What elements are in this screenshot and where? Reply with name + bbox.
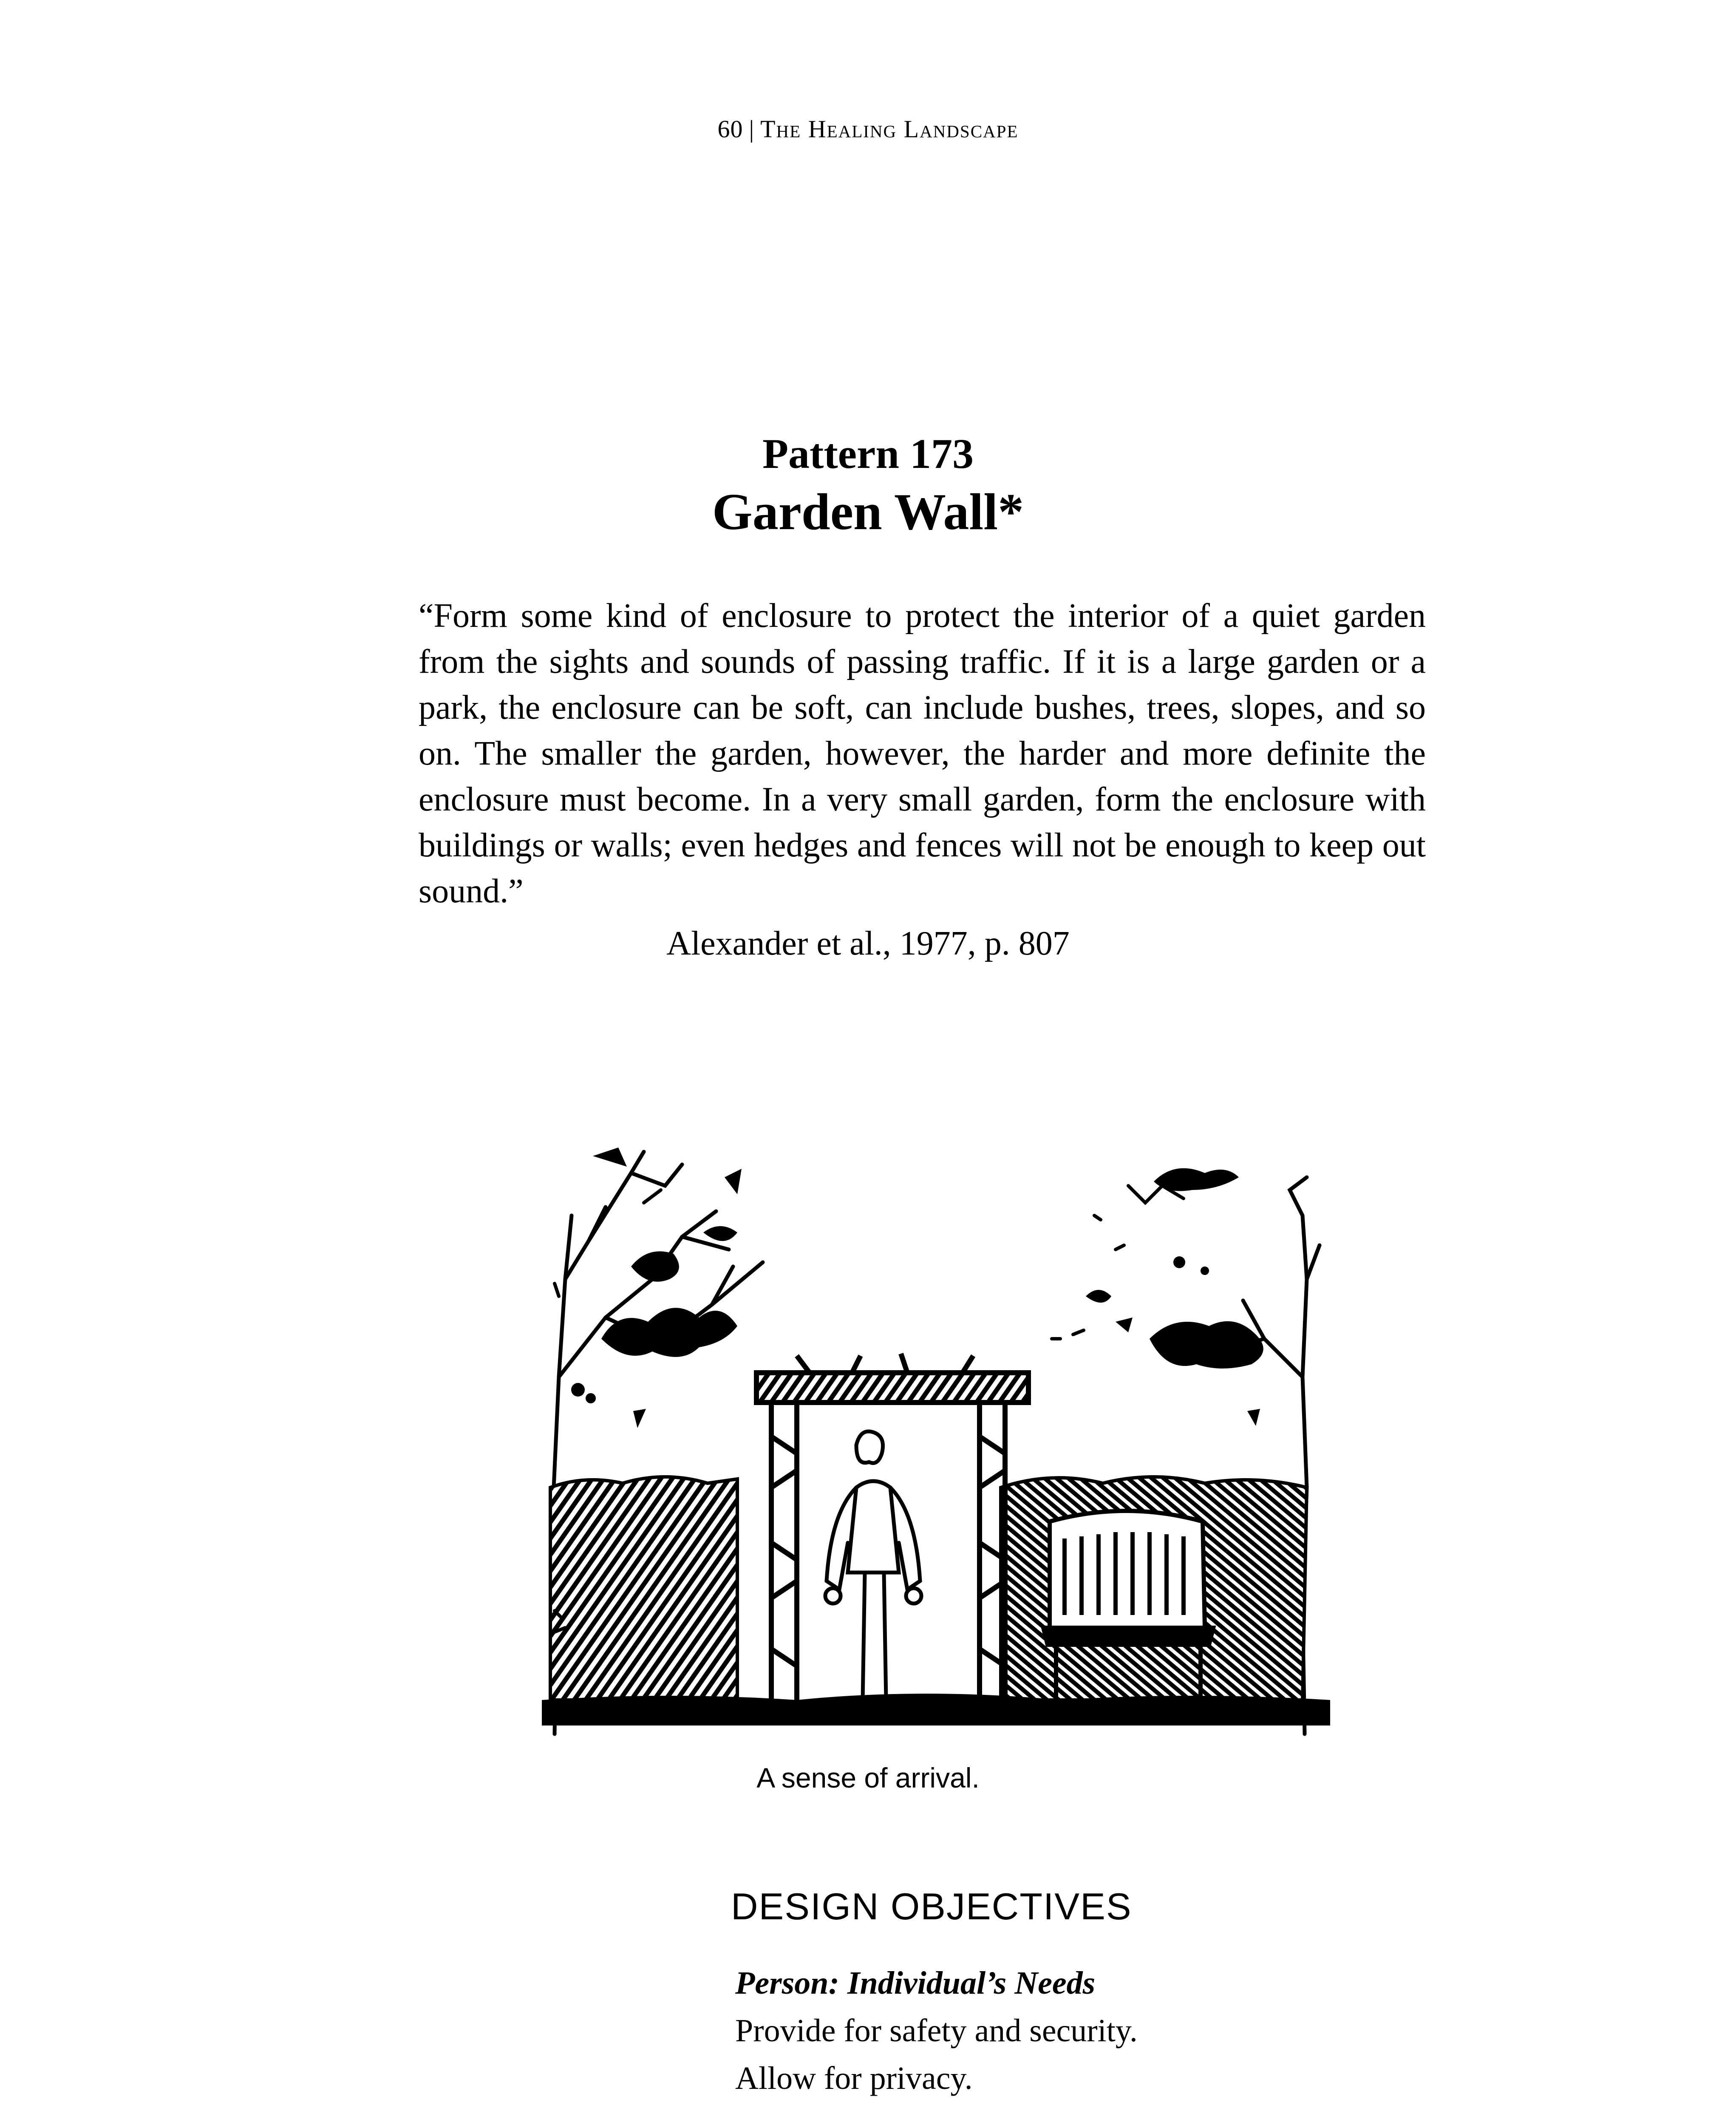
objective-item: Allow for privacy.: [735, 2060, 973, 2096]
figure-caption: A sense of arrival.: [756, 1762, 980, 1794]
book-title: The Healing Landscape: [760, 115, 1019, 143]
objective-group-heading: Person: Individual’s Needs: [735, 1965, 1096, 2001]
quote-citation: Alexander et al., 1977, p. 807: [666, 925, 1070, 962]
header-separator: |: [749, 115, 755, 143]
running-header: [0, 115, 1736, 143]
pattern-title: Garden Wall*: [712, 483, 1024, 541]
objective-group-person: [735, 1959, 1543, 2102]
garden-wall-sketch: [542, 1139, 1330, 1747]
page-number: 60: [717, 115, 743, 143]
objective-group-heading: [735, 2119, 1543, 2125]
objective-group-place: [735, 2119, 1543, 2125]
design-objectives-heading: DESIGN OBJECTIVES: [731, 1885, 1132, 1927]
ground-line: [542, 1694, 1330, 1726]
pattern-number: Pattern 173: [762, 430, 974, 477]
standing-figure: [825, 1431, 921, 1700]
left-hedge: [550, 1477, 737, 1700]
right-tree-foliage: [1086, 1168, 1263, 1426]
arbor: [756, 1354, 1028, 1704]
left-tree-foliage: [571, 1148, 742, 1428]
objective-item: Provide for safety and security.: [735, 2013, 1138, 2048]
quote-text: “Form some kind of enclosure to protect the interior of a quiet garden from the sights and sounds of passing traffic. If it is a large garden or a park, the enclosure can be soft, can include bushes, trees, slopes, and so on. The smaller the garden, however, the harder and more definite the enclosure must become. In a very small garden, form the enclosure with buildings or walls; even hedges and fences will not be enough to keep out sound.”: [419, 597, 1426, 910]
